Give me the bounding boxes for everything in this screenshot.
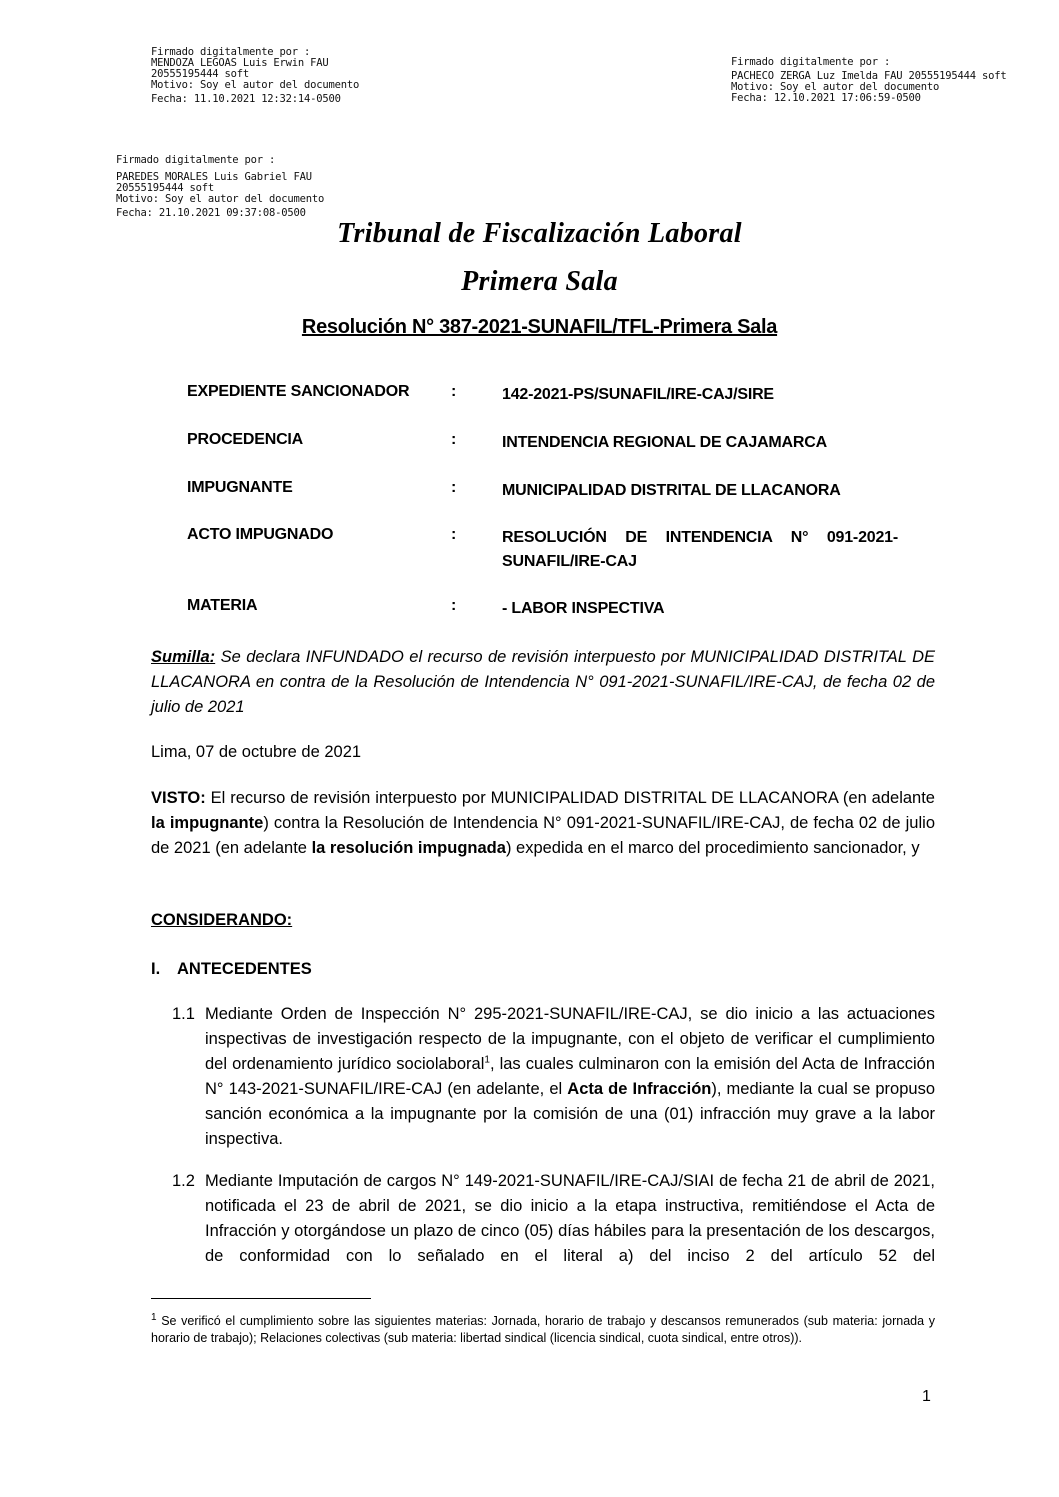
signature-line: 20555195444 soft (151, 68, 249, 80)
list-item-number: 1.1 (172, 1005, 195, 1023)
visto-paragraph (151, 786, 935, 861)
field-value-materia: - LABOR INSPECTIVA (502, 600, 665, 617)
document-title: Tribunal de Fiscalización Laboral (337, 218, 742, 249)
resolution-number-text: Resolución N° 387-2021-SUNAFIL/TFL-Primera Sala (301, 316, 778, 338)
digital-signature-pacheco (731, 57, 1006, 104)
field-colon: : (451, 526, 457, 543)
signature-line: Motivo: Soy el autor del documento (731, 81, 940, 93)
signature-line: Firmado digitalmente por : (151, 46, 311, 58)
signature-line: Motivo: Soy el autor del documento (151, 79, 360, 91)
visto-label: VISTO: (151, 789, 206, 807)
field-label-impugnante: IMPUGNANTE (187, 479, 293, 496)
signature-line: 20555195444 soft (116, 182, 214, 194)
field-label-procedencia: PROCEDENCIA (187, 431, 304, 448)
field-value-procedencia: INTENDENCIA REGIONAL DE CAJAMARCA (502, 434, 827, 451)
digital-signature-mendoza (151, 47, 359, 105)
section-title: ANTECEDENTES (177, 960, 312, 978)
signature-line: PACHECO ZERGA Luz Imelda FAU 20555195444 soft (731, 70, 1007, 82)
section-number: I. (151, 960, 161, 978)
visto-bold-term: la impugnante (151, 814, 264, 832)
signature-line: Firmado digitalmente por : (731, 56, 891, 68)
footnote-ref: 1 (484, 1054, 490, 1066)
signature-line: Fecha: 11.10.2021 12:32:14-0500 (151, 93, 341, 105)
field-label-acto-impugnado: ACTO IMPUGNADO (187, 526, 334, 543)
footnote-number: 1 (151, 1311, 157, 1323)
footnote-separator (151, 1298, 371, 1299)
date-line: Lima, 07 de octubre de 2021 (151, 743, 362, 761)
signature-line: Fecha: 21.10.2021 09:37:08-0500 (116, 207, 306, 219)
visto-text: El recurso de revisión interpuesto por MUNICIPALIDAD DISTRITAL DE LLACANORA (en adelante (205, 789, 935, 807)
field-colon: : (451, 431, 457, 448)
field-value-impugnante: MUNICIPALIDAD DISTRITAL DE LLACANORA (502, 482, 841, 499)
considerando-heading: CONSIDERANDO: (151, 911, 293, 929)
field-colon: : (451, 479, 457, 496)
list-item-text (205, 1002, 935, 1152)
sumilla-text: Se declara INFUNDADO el recurso de revisión interpuesto por MUNICIPALIDAD DISTRITAL DE LLACANORA en contra de la Resolución de Intendencia N° 091-2021-SUNAFIL/IRE-CAJ, de fecha 02 de julio de 2021 (151, 648, 935, 716)
visto-text: ) expedida en el marco del procedimiento sancionador, y (505, 839, 920, 857)
signature-line: MENDOZA LEGOAS Luis Erwin FAU (151, 57, 329, 69)
item-text-part: Mediante Orden de Inspección N° 295-2021-SUNAFIL/IRE-CAJ, se dio inicio a las actuaciones inspectivas de investigación respecto de la impugnante, con el objeto de verificar el cumplimiento del ordenamiento jurídico sociolaboral (205, 1005, 935, 1073)
footnote (151, 1313, 935, 1347)
signature-line: Firmado digitalmente por : (116, 154, 276, 166)
sumilla-label: Sumilla: (151, 648, 216, 666)
sumilla-paragraph (151, 645, 935, 720)
resolution-number (0, 316, 1059, 339)
item-bold-term: Acta de Infracción (567, 1080, 712, 1098)
signature-line: Motivo: Soy el autor del documento (116, 193, 325, 205)
field-colon: : (451, 597, 457, 614)
document-subtitle: Primera Sala (461, 266, 618, 297)
page-number: 1 (922, 1388, 931, 1405)
visto-bold-term: la resolución impugnada (311, 839, 506, 857)
field-value-acto-impugnado: RESOLUCIÓN DE INTENDENCIA N° 091-2021-SUNAFIL/IRE-CAJ (502, 529, 898, 570)
list-item-number: 1.2 (172, 1172, 195, 1190)
field-label-materia: MATERIA (187, 597, 258, 614)
item-text-part: , las cuales culminaron con la emisión del Acta de Infracción N° 143-2021-SUNAFIL/IRE-CAJ (en adelante, el (205, 1055, 936, 1098)
item-text-part: ), mediante la cual se propuso sanción económica a la impugnante por la comisión de una (01) infracción muy grave a la labor inspectiva. (205, 1080, 935, 1148)
signature-line: Fecha: 12.10.2021 17:06:59-0500 (731, 92, 921, 104)
field-colon: : (451, 383, 457, 400)
field-label-expediente: EXPEDIENTE SANCIONADOR (187, 383, 410, 400)
footnote-text: Se verificó el cumplimiento sobre las siguientes materias: Jornada, horario de trabajo y descansos remunerados (sub materia: jornada y horario de trabajo); Relaciones colectivas (sub materia: libertad sindical (licencia sindical, cuota sindical, entre otros)). (151, 1314, 935, 1345)
signature-line: PAREDES MORALES Luis Gabriel FAU (116, 171, 312, 183)
section-heading-antecedentes (151, 957, 935, 982)
visto-text: ) contra la Resolución de Intendencia N° 091-2021-SUNAFIL/IRE-CAJ, de fecha 02 de julio de 2021 (en adelante (151, 814, 935, 857)
item-text-part: Mediante Imputación de cargos N° 149-2021-SUNAFIL/IRE-CAJ/SIAI de fecha 21 de abril de 2021, notificada el 23 de abril de 2021, se dio inicio a la etapa instructiva, remitiéndose el Acta de Infracción y otorgándose un plazo de cinco (05) días hábiles para la presentación de los descargos, de conformidad con lo señalado en el literal a) del inciso 2 del artículo 52 del (205, 1172, 935, 1265)
digital-signature-paredes (116, 155, 324, 219)
list-item-text (205, 1169, 935, 1269)
field-value-expediente: 142-2021-PS/SUNAFIL/IRE-CAJ/SIRE (502, 386, 774, 403)
